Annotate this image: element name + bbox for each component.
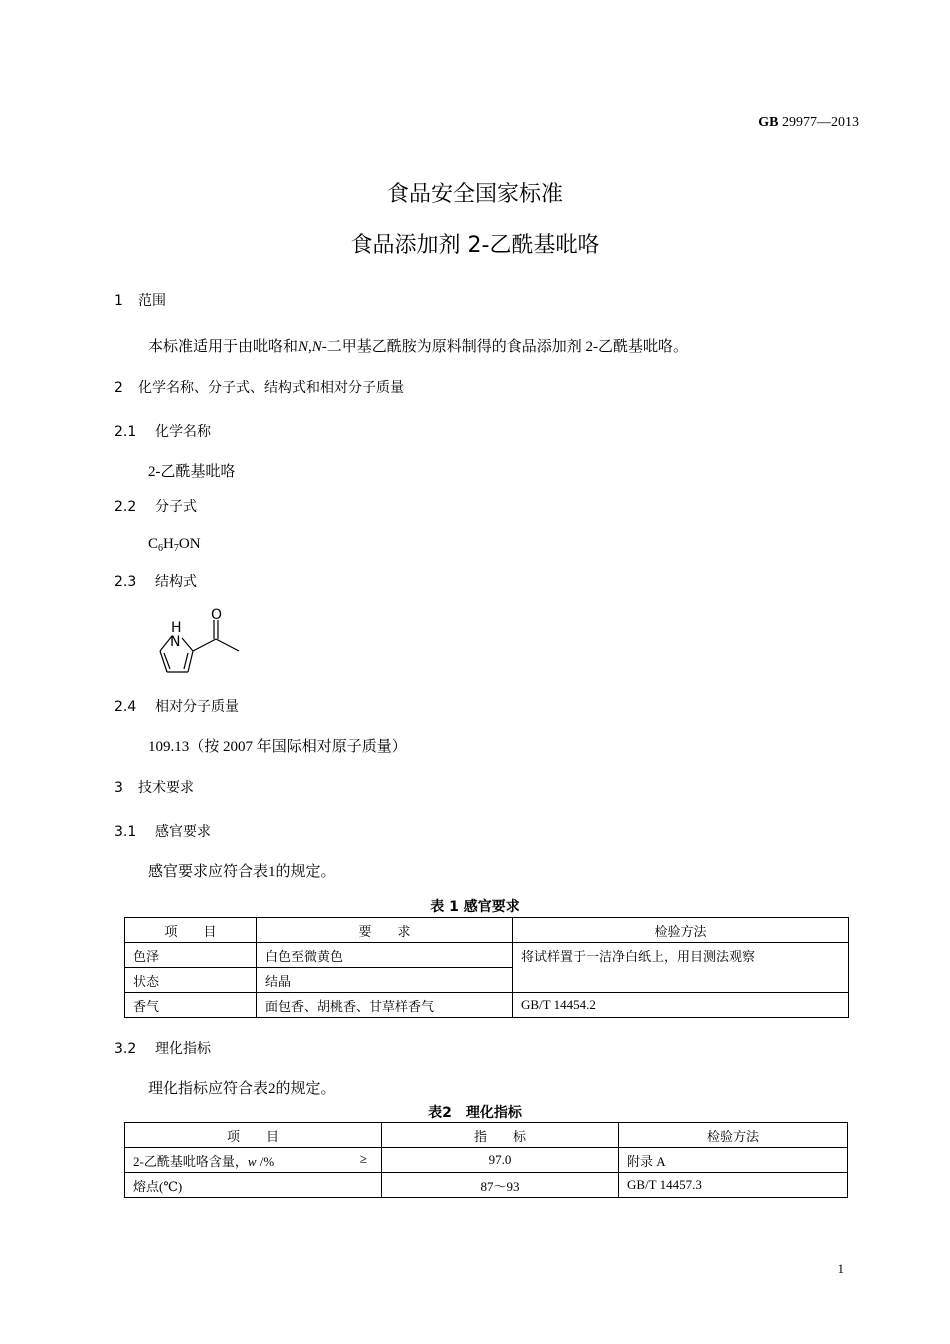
table-cell: 87～93 bbox=[382, 1173, 619, 1198]
cell-text: 2-乙酰基吡咯含量， bbox=[133, 1153, 248, 1169]
table-row bbox=[125, 993, 849, 1018]
section-3-1-text: 感官要求应符合表1的规定。 bbox=[148, 864, 336, 880]
table-header-cell: 要 求 bbox=[257, 918, 513, 943]
document-title-line2: 食品添加剂 2-乙酰基吡咯 bbox=[350, 233, 600, 258]
formula-subscript: 7 bbox=[173, 543, 179, 554]
table-header-cell: 项 目 bbox=[125, 918, 257, 943]
section-title: 结构式 bbox=[155, 574, 197, 590]
table-cell bbox=[125, 1173, 382, 1198]
standard-code-number: 29977—2013 bbox=[778, 115, 859, 130]
table-cell: 结晶 bbox=[257, 968, 513, 993]
section-3-2-heading bbox=[114, 1038, 211, 1058]
ring-bond bbox=[160, 651, 167, 672]
section-number: 3 bbox=[114, 780, 123, 796]
ring-double-bond bbox=[184, 653, 188, 669]
document-title-line1: 食品安全国家标准 bbox=[386, 182, 563, 207]
nitrogen-label: N bbox=[170, 634, 181, 650]
formula-subscript: 6 bbox=[158, 543, 164, 554]
table-1 bbox=[124, 917, 849, 1018]
table-cell: 附录 A bbox=[619, 1148, 848, 1173]
text-italic: N,N bbox=[298, 339, 322, 355]
molecular-mass-text: 109.13（按 2007 年国际相对原子质量） bbox=[148, 739, 407, 755]
section-3-heading bbox=[114, 777, 194, 797]
section-1-text bbox=[148, 335, 688, 356]
table-1-caption: 表 1 感官要求 bbox=[430, 899, 520, 915]
section-number: 1 bbox=[114, 293, 123, 309]
section-number: 2.2 bbox=[114, 499, 137, 515]
table-cell: 状态 bbox=[125, 968, 257, 993]
section-title: 化学名称 bbox=[155, 424, 211, 440]
section-3-2-text: 理化指标应符合表2的规定。 bbox=[148, 1081, 336, 1097]
text-part: -二甲基乙酰胺为原料制得的食品添加剂 2-乙酰基吡咯。 bbox=[321, 339, 689, 355]
table-cell bbox=[125, 1148, 382, 1173]
section-2-heading bbox=[114, 377, 404, 397]
table-header-cell: 项 目 bbox=[125, 1123, 382, 1148]
section-2-4-heading bbox=[114, 696, 239, 716]
section-title: 感官要求 bbox=[155, 824, 211, 840]
table-cell: GB/T 14454.2 bbox=[513, 993, 849, 1018]
standard-code bbox=[758, 115, 859, 131]
bond bbox=[193, 639, 216, 651]
section-title: 化学名称、分子式、结构式和相对分子质量 bbox=[138, 380, 404, 396]
section-number: 3.1 bbox=[114, 824, 137, 840]
table-2 bbox=[124, 1122, 848, 1198]
table-row bbox=[125, 943, 849, 968]
hydrogen-label: H bbox=[171, 620, 182, 636]
cell-text: 熔点(℃) bbox=[133, 1178, 183, 1194]
molecular-formula bbox=[148, 536, 201, 554]
section-number: 2.4 bbox=[114, 699, 137, 715]
section-title: 分子式 bbox=[155, 499, 197, 515]
table-cell: 97.0 bbox=[382, 1148, 619, 1173]
table-cell: 色泽 bbox=[125, 943, 257, 968]
table-header-cell: 检验方法 bbox=[619, 1123, 848, 1148]
table-cell: 面包香、胡桃香、甘草样香气 bbox=[257, 993, 513, 1018]
table-cell: 白色至微黄色 bbox=[257, 943, 513, 968]
text-part: 本标准适用于由吡咯和 bbox=[148, 339, 299, 355]
formula-part: ON bbox=[178, 536, 201, 552]
section-2-1-heading bbox=[114, 421, 211, 441]
ring-bond bbox=[182, 638, 193, 651]
table-cell: GB/T 14457.3 bbox=[619, 1173, 848, 1198]
table-header-cell: 检验方法 bbox=[513, 918, 849, 943]
page-number: 1 bbox=[837, 1261, 844, 1276]
section-number: 2 bbox=[114, 380, 123, 396]
cell-italic: w bbox=[247, 1153, 257, 1169]
table-row bbox=[125, 1173, 848, 1198]
table-2-caption: 表2 理化指标 bbox=[428, 1105, 522, 1121]
table-header-row bbox=[125, 1123, 848, 1148]
table-header-row bbox=[125, 918, 849, 943]
table-cell-merged: 将试样置于一洁净白纸上，用目测法观察 bbox=[513, 943, 849, 993]
bond bbox=[216, 639, 239, 651]
formula-part: H bbox=[163, 536, 174, 552]
section-2-3-heading bbox=[114, 571, 197, 591]
section-3-1-heading bbox=[114, 821, 211, 841]
section-number: 3.2 bbox=[114, 1041, 137, 1057]
section-number: 2.1 bbox=[114, 424, 137, 440]
cell-text: /% bbox=[256, 1153, 275, 1169]
section-title: 技术要求 bbox=[138, 780, 194, 796]
ge-symbol: ≥ bbox=[359, 1150, 367, 1166]
section-number: 2.3 bbox=[114, 574, 137, 590]
oxygen-label: O bbox=[211, 607, 223, 623]
table-row bbox=[125, 1148, 848, 1173]
ring-bond bbox=[188, 651, 193, 672]
section-2-2-heading bbox=[114, 496, 197, 516]
table-cell: 香气 bbox=[125, 993, 257, 1018]
section-title: 范围 bbox=[138, 293, 166, 309]
section-title: 相对分子质量 bbox=[155, 699, 239, 715]
structural-formula bbox=[150, 606, 250, 678]
table-header-cell: 指 标 bbox=[382, 1123, 619, 1148]
standard-code-prefix: GB bbox=[758, 115, 779, 130]
section-1-heading bbox=[114, 290, 166, 310]
chemical-name-text: 2-乙酰基吡咯 bbox=[148, 464, 236, 480]
section-title: 理化指标 bbox=[155, 1041, 211, 1057]
formula-part: C bbox=[148, 536, 159, 552]
